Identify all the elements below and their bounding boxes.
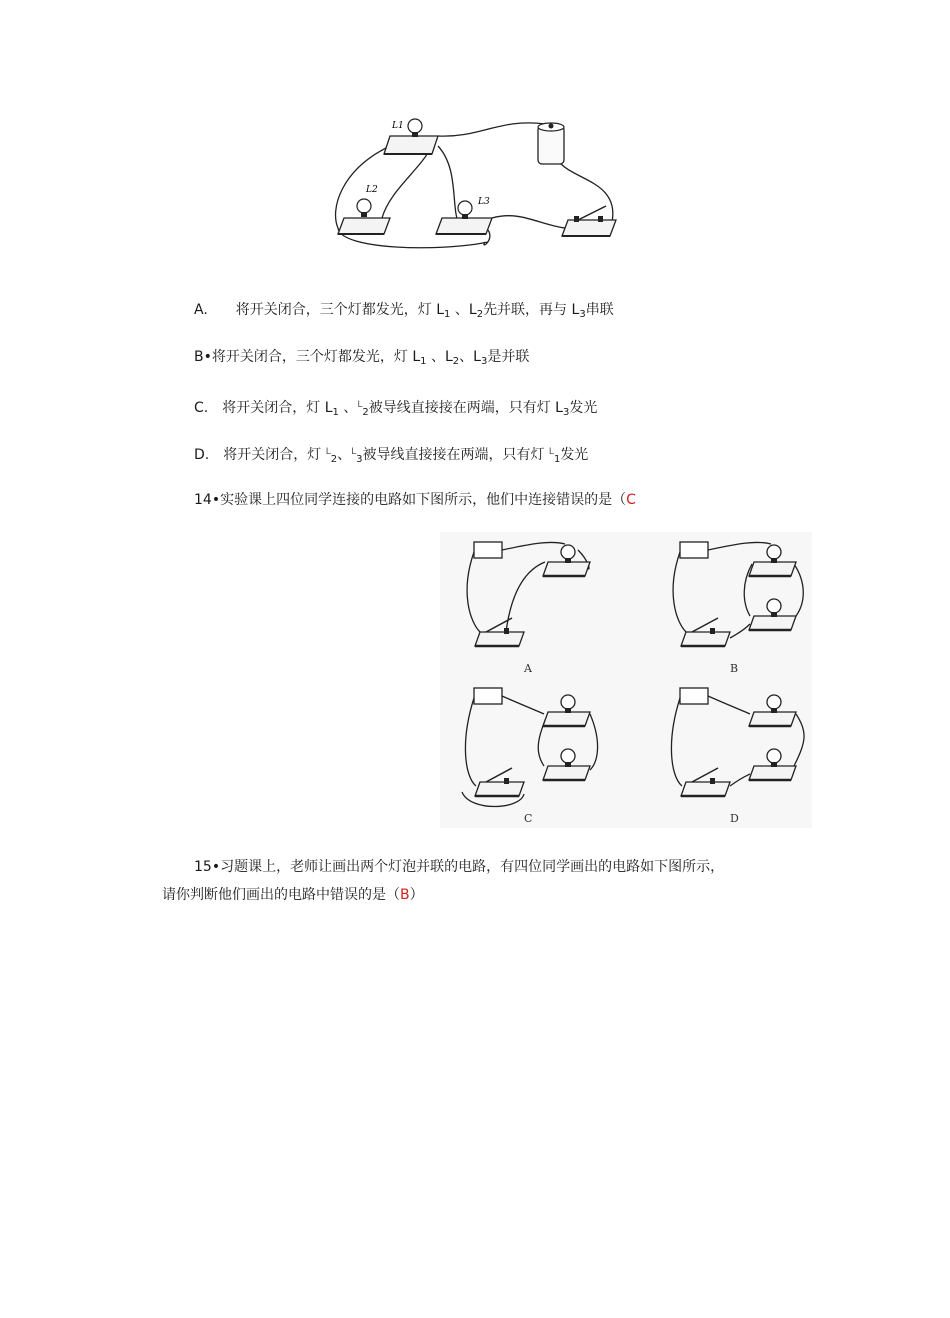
circuit-panels-q14 <box>440 532 812 828</box>
subscript: 2 <box>330 454 338 465</box>
lamp-label-l2: L2 <box>366 185 378 195</box>
answer-mark: B <box>400 887 410 903</box>
lamp-l2: L <box>444 349 453 365</box>
option-text-tail: 串联 <box>585 302 614 318</box>
panel-label-d: D <box>730 812 739 825</box>
option-text: 将开关闭合，三个灯都发光，灯 <box>211 349 413 365</box>
option-a <box>194 300 614 325</box>
panel-label-b: B <box>730 662 739 675</box>
separator: 、 <box>338 400 358 416</box>
subscript: 2 <box>362 407 369 418</box>
lamp-l2: L <box>468 302 477 318</box>
question-text: 实验课上四位同学连接的电路如下图所示，他们中连接错误的是（ <box>220 492 627 508</box>
separator: 、 <box>459 349 474 365</box>
subscript: 3 <box>562 407 570 418</box>
question-14 <box>194 490 636 510</box>
option-d <box>194 442 588 470</box>
lamp-label-l1: L1 <box>392 121 404 131</box>
lamp-l2: L <box>357 400 363 410</box>
option-text-end: 发光 <box>569 400 598 416</box>
option-text: 将开关闭合，灯 <box>223 447 326 463</box>
option-text-mid: 先并联，再与 <box>483 302 572 318</box>
subscript: 2 <box>452 356 460 367</box>
lamp-l1: L <box>412 349 421 365</box>
option-letter: B• <box>194 349 212 365</box>
subscript: 1 <box>420 356 427 367</box>
option-letter: D. <box>194 447 210 463</box>
subscript: 1 <box>553 454 561 465</box>
lamp-l3: L <box>555 400 563 416</box>
lamp-l3: L <box>473 349 481 365</box>
option-letter: A. <box>194 302 208 318</box>
question-text: 习题课上，老师让画出两个灯泡并联的电路，有四位同学画出的电路如下图所示， <box>220 859 725 875</box>
lamp-l1: L <box>324 400 333 416</box>
lamp-label-l3: L3 <box>478 197 490 207</box>
question-text-end: ） <box>409 887 424 903</box>
option-letter: C. <box>194 400 209 416</box>
lamp-l1: L <box>548 447 554 457</box>
option-b <box>194 347 529 372</box>
option-text-tail: 被导线直接接在两端，只有灯 <box>368 400 556 416</box>
subscript: 3 <box>579 309 586 320</box>
separator: 、 <box>337 447 352 463</box>
option-text: 将开关闭合，三个灯都发光，灯 <box>235 302 437 318</box>
subscript: 1 <box>332 407 339 418</box>
subscript: 2 <box>476 309 484 320</box>
lamp-l1: L <box>436 302 445 318</box>
subscript: 3 <box>356 454 363 465</box>
option-text-tail: 是并联 <box>487 349 530 365</box>
lamp-l3: L <box>351 447 357 457</box>
option-c <box>194 395 597 423</box>
separator: 、 <box>450 302 469 318</box>
option-text: 将开关闭合，灯 <box>222 400 325 416</box>
subscript: 1 <box>444 309 451 320</box>
question-text: 请你判断他们画出的电路中错误的是（ <box>162 887 400 903</box>
question-15-line1 <box>194 857 724 877</box>
lamp-l2: L <box>325 447 331 457</box>
circuit-figure-1 <box>320 110 640 260</box>
question-number: 14• <box>194 492 221 508</box>
question-15-line2 <box>162 885 424 905</box>
panel-label-a: A <box>524 662 532 675</box>
separator: 、 <box>426 349 445 365</box>
option-text-tail: 被导线直接接在两端，只有灯 <box>362 447 549 463</box>
lamp-l3: L <box>571 302 580 318</box>
option-text-end: 发光 <box>560 447 589 463</box>
panel-label-c: C <box>524 812 533 825</box>
question-number: 15• <box>194 859 221 875</box>
answer-mark: C <box>626 492 636 508</box>
subscript: 3 <box>480 356 488 367</box>
